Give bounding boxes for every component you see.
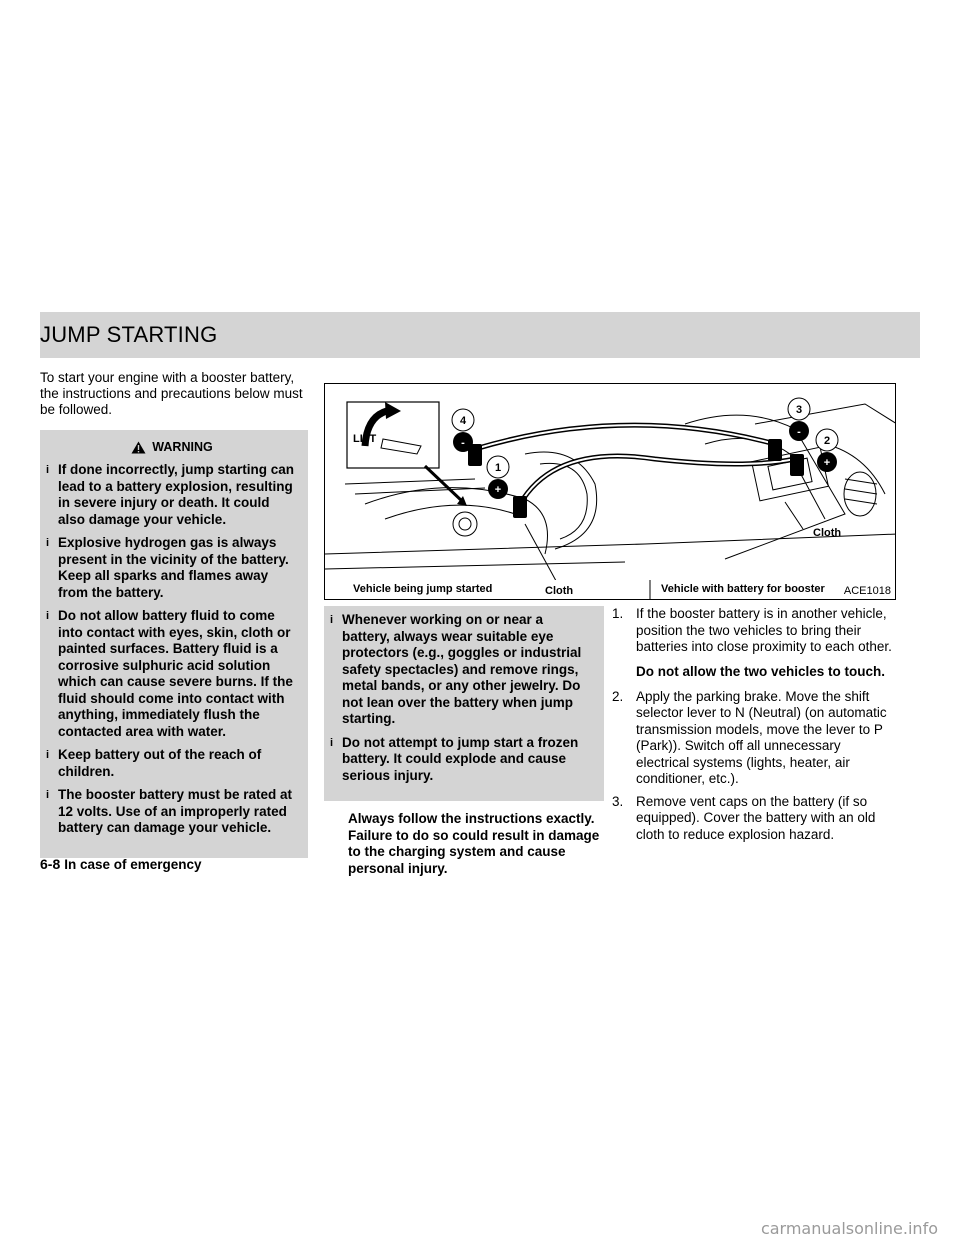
- warning-heading-text: WARNING: [152, 440, 213, 454]
- bullet-glyph: i: [330, 736, 334, 749]
- chapter-name: In case of emergency: [64, 857, 202, 872]
- cloth-label-left: Cloth: [545, 585, 574, 597]
- warning-heading: [46, 440, 298, 454]
- callout-2: 2: [823, 435, 831, 447]
- callout-sign-plus-left: +: [494, 484, 502, 496]
- warning-item: i Explosive hydrogen gas is always present in the vicinity of the battery. Keep all sparks and flames away from the battery.: [46, 535, 289, 600]
- bullet-glyph: i: [46, 537, 50, 549]
- figure-code: ACE1018: [843, 585, 891, 597]
- warning-box-continued: [324, 606, 604, 801]
- warning-list-continued: [330, 612, 594, 784]
- page-footer: [40, 856, 202, 872]
- step-item: 1. If the booster battery is in another vehicle, position the two vehicles to bring their batteries into close proximity to each other.: [612, 606, 892, 654]
- bullet-glyph: i: [330, 614, 334, 626]
- warning-box: [40, 430, 308, 858]
- warning-list: [46, 462, 298, 837]
- follow-instructions-note: Always follow the instructions exactly. Failure to do so could result in damage to the charging system and cause personal injury.: [348, 811, 600, 876]
- bullet-glyph: i: [46, 610, 50, 622]
- section-title: JUMP STARTING: [40, 322, 218, 347]
- callout-3: 3: [795, 404, 803, 416]
- callout-sign-minus-left: -: [461, 437, 465, 449]
- callout-sign-plus-right: +: [823, 457, 831, 469]
- intro-paragraph: To start your engine with a booster battery, the instructions and precautions below must be followed.: [40, 370, 303, 417]
- step-item: 3. Remove vent caps on the battery (if so equipped). Cover the battery with an old cloth to reduce explosion hazard.: [612, 793, 876, 842]
- callout-4: 4: [459, 415, 467, 427]
- steps-list-continued: [612, 689, 892, 844]
- warning-item: i Do not allow battery fluid to come into contact with eyes, skin, cloth or painted surfaces. Battery fluid is a corrosive sulphuric acid solution which can cause severe burns. If the fluid should come into contact with anything, immediately flush the contacted area with water.: [46, 608, 293, 739]
- bullet-glyph: i: [46, 464, 50, 476]
- warning-item: i Whenever working on or near a battery, always wear suitable eye protectors (e.g., goggles or industrial safety spectacles) and remove rings, metal bands, or any other jewelry. Do not lean over the battery when jump starting.: [330, 612, 582, 726]
- cloth-label-right: Cloth: [813, 527, 842, 539]
- warning-triangle-icon: [131, 441, 146, 454]
- steps-list: [612, 606, 892, 656]
- jump-start-illustration: [324, 383, 896, 600]
- illustration-svg: [325, 384, 896, 600]
- warning-item: i If done incorrectly, jump starting can lead to a battery explosion, resulting in severe injury or death. It could also damage your vehicle.: [46, 462, 295, 527]
- warning-item: i The booster battery must be rated at 12 volts. Use of an improperly rated battery can damage your vehicle.: [46, 787, 293, 835]
- watermark: carmanualsonline.info: [760, 1219, 938, 1238]
- warning-item: i Do not attempt to jump start a frozen battery. It could explode and cause serious injury.: [330, 734, 579, 783]
- middle-column: [324, 606, 604, 877]
- warning-item: i Keep battery out of the reach of children.: [46, 747, 262, 779]
- page-number: 6-8: [40, 856, 61, 872]
- step-item: 2. Apply the parking brake. Move the shift selector lever to N (Neutral) (on automatic transmission models, move the lever to P (Park)). Switch off all unnecessary electrical systems (lights, heater, air conditioner, etc.).: [612, 688, 887, 786]
- lift-label: LIFT: [353, 433, 377, 445]
- callout-sign-minus-right: -: [797, 426, 801, 438]
- step-note: Do not allow the two vehicles to touch.: [636, 663, 886, 679]
- left-column: [40, 370, 308, 858]
- right-caption: Vehicle with battery for booster: [661, 583, 825, 595]
- bullet-glyph: i: [46, 789, 50, 801]
- right-column: [612, 606, 892, 849]
- bullet-glyph: i: [46, 749, 50, 761]
- left-caption: Vehicle being jump started: [353, 583, 493, 595]
- callout-1: 1: [494, 462, 502, 474]
